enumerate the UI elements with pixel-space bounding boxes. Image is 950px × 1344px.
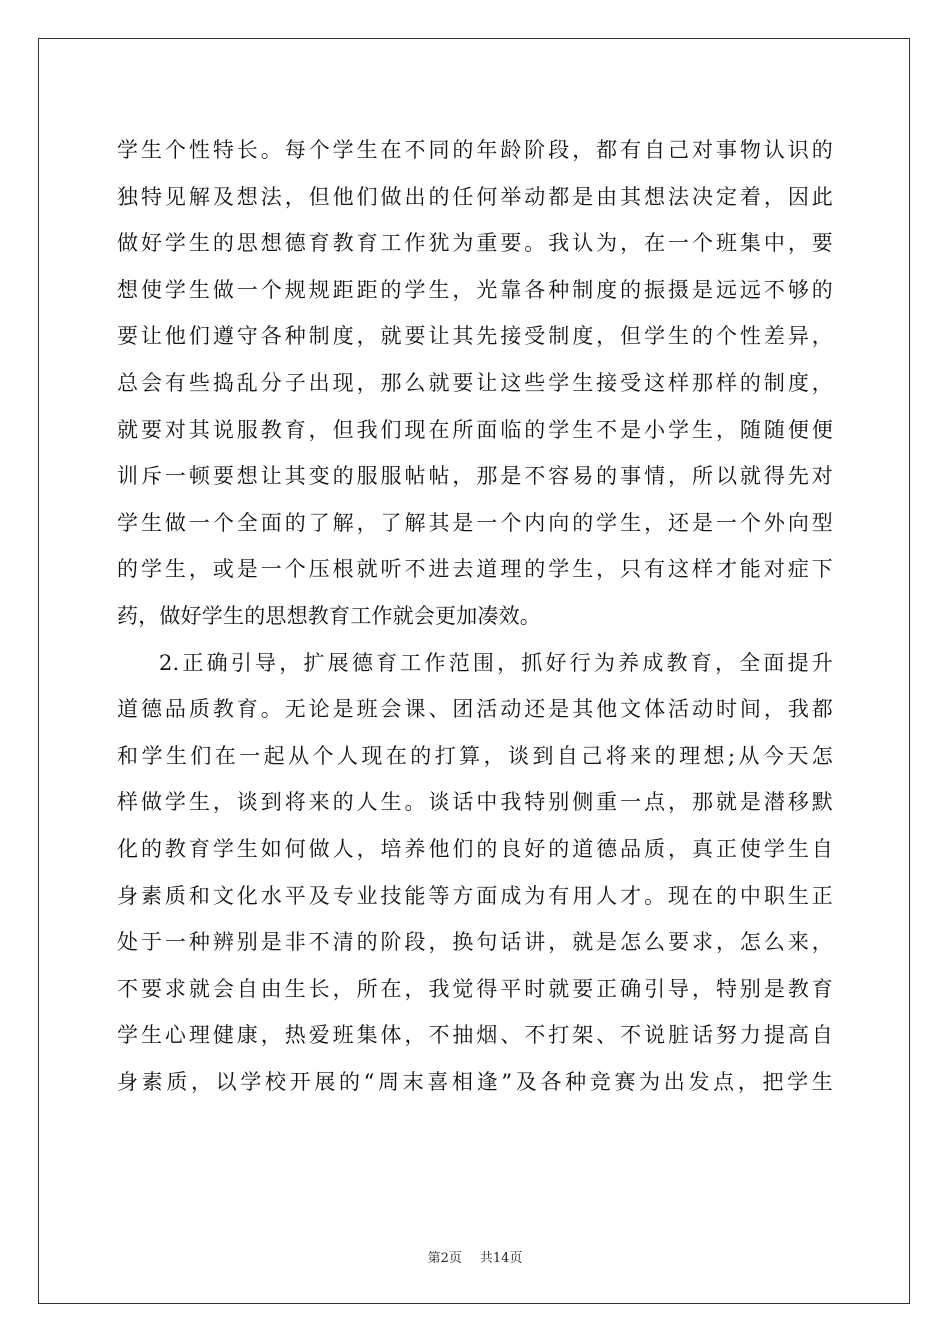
text-line: 想使学生做一个规规距距的学生，光靠各种制度的振摄是远远不够的	[117, 277, 833, 302]
document-body	[117, 127, 833, 1105]
paragraph-2	[117, 640, 833, 1106]
text-line: 化的教育学生如何做人，培养他们的良好的道德品质，真正使学生自	[117, 836, 833, 861]
text-line: 的学生，或是一个压根就听不进去道理的学生，只有这样才能对症下	[117, 557, 833, 582]
paragraph-1	[117, 127, 833, 640]
text-line: 道德品质教育。无论是班会课、团活动还是其他文体活动时间，我都	[117, 697, 833, 722]
text-line: 就要对其说服教育，但我们现在所面临的学生不是小学生，随随便便	[117, 417, 833, 442]
text-line: 学生心理健康，热爱班集体，不抽烟、不打架、不说脏话努力提高自	[117, 1023, 833, 1048]
text-line: 不要求就会自由生长，所在，我觉得平时就要正确引导，特别是教育	[117, 976, 833, 1001]
text-line: 做好学生的思想德育教育工作犹为重要。我认为，在一个班集中，要	[117, 231, 833, 256]
page-footer	[0, 1247, 950, 1266]
text-line: 要让他们遵守各种制度，就要让其先接受制度，但学生的个性差异，	[117, 324, 833, 349]
text-line: 学生个性特长。每个学生在不同的年龄阶段，都有自己对事物认识的	[117, 138, 833, 162]
text-line: 总会有些捣乱分子出现，那么就要让这些学生接受这样那样的制度，	[117, 370, 833, 395]
page-number: 第2页	[427, 1251, 462, 1266]
text-line: 药，做好学生的思想教育工作就会更加凑效。	[117, 603, 541, 628]
text-line: 身素质和文化水平及专业技能等方面成为有用人才。现在的中职生正	[117, 883, 833, 908]
text-line: 训斥一顿要想让其变的服服帖帖，那是不容易的事情，所以就得先对	[117, 464, 833, 489]
text-line: 2.正确引导，扩展德育工作范围，抓好行为养成教育，全面提升	[159, 650, 833, 675]
text-line: 和学生们在一起从个人现在的打算，谈到自己将来的理想;从今天怎	[117, 743, 833, 768]
page-total: 共14页	[479, 1251, 523, 1266]
text-line: 样做学生，谈到将来的人生。谈话中我特别侧重一点，那就是潜移默	[117, 790, 833, 815]
text-line: 处于一种辨别是非不清的阶段，换句话讲，就是怎么要求，怎么来，	[117, 930, 833, 955]
text-line: 身素质，以学校开展的“周末喜相逢”及各种竞赛为出发点，把学生	[117, 1069, 833, 1094]
text-line: 独特见解及想法，但他们做出的任何举动都是由其想法决定着，因此	[117, 184, 833, 209]
text-line: 学生做一个全面的了解，了解其是一个内向的学生，还是一个外向型	[117, 510, 833, 535]
